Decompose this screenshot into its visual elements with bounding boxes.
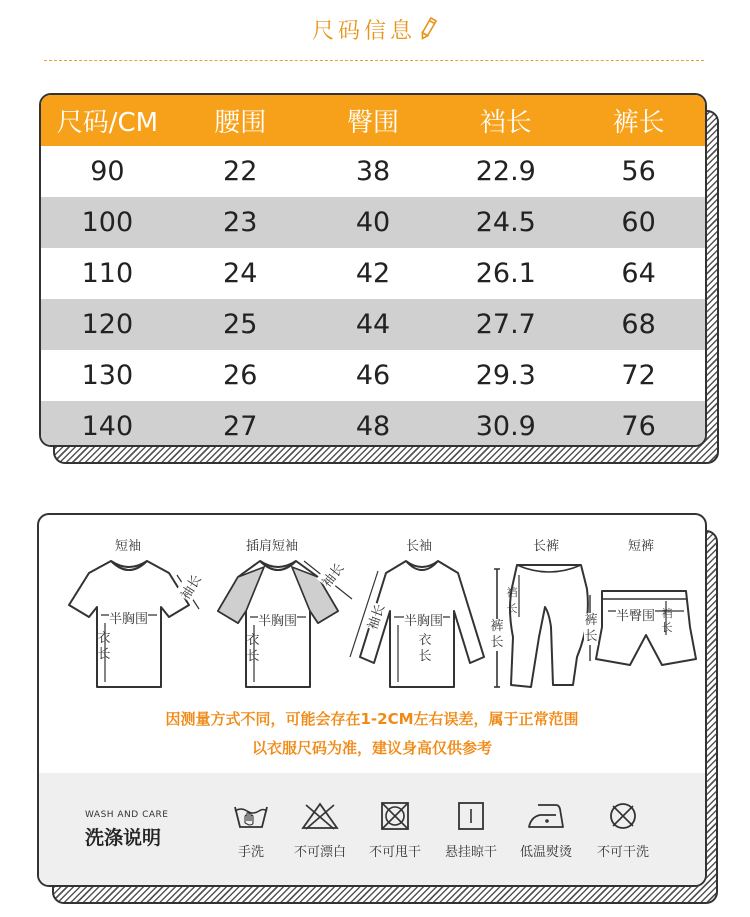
table-row xyxy=(41,401,705,447)
dashed-divider xyxy=(44,60,704,61)
garment-name: 插肩短袖 xyxy=(246,539,299,554)
table-cell: 40 xyxy=(307,197,440,248)
table-cell: 26 xyxy=(223,360,258,391)
table-cell: 27 xyxy=(174,401,307,447)
size-table-card xyxy=(39,93,707,447)
care-label: 不可漂白 xyxy=(293,845,346,860)
table-cell: 130 xyxy=(81,360,134,391)
table-cell: 30.9 xyxy=(439,401,572,447)
column-header: 裤长 xyxy=(572,95,705,146)
length-label: 裤长 xyxy=(584,613,598,644)
length-label: 裤长 xyxy=(490,619,504,650)
table-cell: 60 xyxy=(572,197,705,248)
sleeve-label: 袖长 xyxy=(175,570,205,602)
no-tumble-dry-icon xyxy=(375,801,415,831)
table-cell: 90 xyxy=(90,156,125,187)
care-item-low-iron xyxy=(508,801,584,860)
measure-card xyxy=(37,513,707,887)
sleeve-label: 袖长 xyxy=(317,558,348,590)
section-title xyxy=(0,14,750,47)
table-cell: 68 xyxy=(572,299,705,350)
care-item-no-tumble-dry xyxy=(357,801,433,860)
measurement-note-line1: 因测量方式不同，可能会存在1-2CM左右误差，属于正常范围 xyxy=(165,710,579,728)
garment-name: 长袖 xyxy=(406,539,433,554)
table-cell: 25 xyxy=(174,299,307,350)
care-item-no-bleach xyxy=(282,801,358,860)
garment-name: 短袖 xyxy=(115,539,142,554)
table-cell: 140 xyxy=(41,401,174,447)
table-row xyxy=(41,197,705,248)
table-row xyxy=(41,248,705,299)
table-cell: 72 xyxy=(621,360,656,391)
table-cell: 38 xyxy=(355,156,391,187)
column-header: 裆长 xyxy=(439,95,572,146)
table-cell: 110 xyxy=(81,258,134,289)
sleeve-label: 袖长 xyxy=(362,601,389,632)
table-cell: 76 xyxy=(572,401,705,447)
care-title-en: WASH AND CARE xyxy=(85,810,169,820)
table-cell: 46 xyxy=(355,360,391,391)
hand-wash-icon xyxy=(231,801,271,831)
care-item-no-dry-clean xyxy=(585,801,661,860)
low-iron-icon xyxy=(526,801,566,831)
garment-name: 长裤 xyxy=(533,539,560,554)
table-cell: 48 xyxy=(307,401,440,447)
table-row xyxy=(41,299,705,350)
care-label: 不可甩干 xyxy=(368,845,421,860)
table-header-row xyxy=(41,95,705,146)
table-row xyxy=(41,146,705,197)
line-dry-icon xyxy=(451,801,491,831)
garment-long-pants xyxy=(489,527,599,697)
table-cell: 29.3 xyxy=(475,360,536,391)
table-cell: 42 xyxy=(355,258,391,289)
pencil-icon xyxy=(418,17,438,47)
care-label: 低温熨烫 xyxy=(519,845,572,860)
chest-label: 半胸围 xyxy=(109,608,148,627)
chest-label: 半胸围 xyxy=(404,610,443,629)
garment-shorts xyxy=(584,527,704,697)
column-header: 尺码/CM xyxy=(41,95,174,146)
chest-label: 半胸围 xyxy=(258,610,297,629)
table-cell: 64 xyxy=(621,258,656,289)
care-label: 悬挂晾干 xyxy=(444,845,497,860)
table-cell: 26.1 xyxy=(475,258,536,289)
length-label: 衣长 xyxy=(418,633,432,664)
size-table xyxy=(41,95,705,447)
hip-label: 半臀围 xyxy=(616,605,655,624)
rise-label: 裆长 xyxy=(506,586,518,615)
length-label: 衣长 xyxy=(97,631,111,662)
table-body xyxy=(41,146,705,447)
care-item-line-dry xyxy=(433,801,509,860)
length-label: 衣长 xyxy=(246,633,260,664)
column-header: 臀围 xyxy=(307,95,440,146)
table-cell: 27.7 xyxy=(439,299,572,350)
table-cell: 24.5 xyxy=(439,197,572,248)
table-cell: 22.9 xyxy=(475,156,536,187)
no-bleach-icon xyxy=(300,801,340,831)
table-cell: 100 xyxy=(41,197,174,248)
table-cell: 23 xyxy=(174,197,307,248)
care-title-cn: 洗涤说明 xyxy=(85,827,162,849)
table-cell: 22 xyxy=(223,156,258,187)
no-dry-clean-icon xyxy=(603,801,643,831)
table-cell: 44 xyxy=(307,299,440,350)
care-item-hand-wash xyxy=(213,801,289,860)
section-title-text: 尺码信息 xyxy=(311,19,416,44)
rise-label: 裆长 xyxy=(661,607,673,634)
care-label: 不可干洗 xyxy=(596,845,649,860)
garment-long-sleeve xyxy=(334,527,509,697)
wash-care-section xyxy=(39,773,705,887)
garment-name: 短裤 xyxy=(628,539,655,554)
table-cell: 56 xyxy=(621,156,656,187)
care-label: 手洗 xyxy=(237,845,264,860)
table-cell: 120 xyxy=(41,299,174,350)
table-row xyxy=(41,350,705,401)
column-header: 腰围 xyxy=(174,95,307,146)
measurement-note-line2: 以衣服尺码为准，建议身高仅供参考 xyxy=(251,739,492,757)
table-cell: 24 xyxy=(223,258,258,289)
